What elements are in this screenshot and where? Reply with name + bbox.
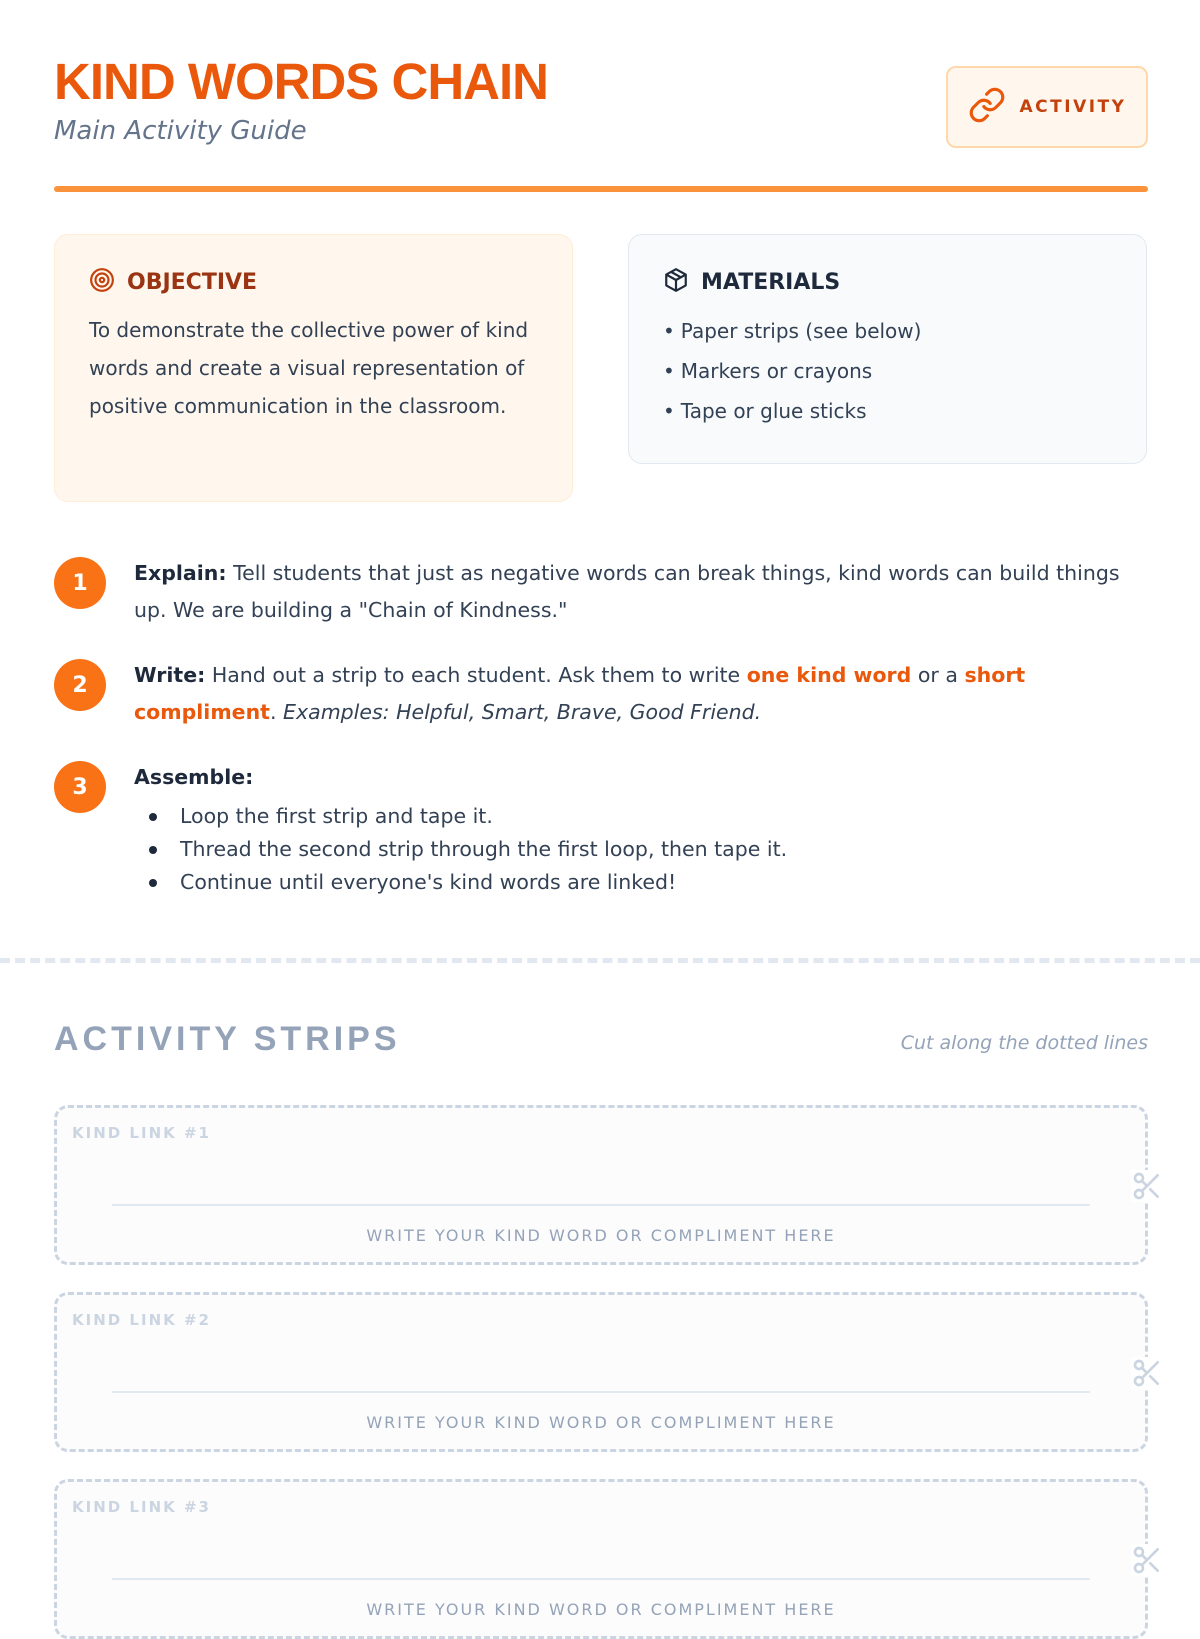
activity-strip[interactable] xyxy=(54,1105,1148,1265)
write-line xyxy=(112,1391,1090,1393)
list-item: • Paper strips (see below) xyxy=(663,311,1112,351)
steps-list xyxy=(54,555,1148,899)
link-icon xyxy=(968,86,1006,128)
assemble-list xyxy=(134,800,1148,899)
step-body: Tell students that just as negative words can break things, kind words can build things up. We are building a "Chain of Kindness." xyxy=(134,561,1120,622)
step-body: . xyxy=(269,700,277,724)
step-body: or a xyxy=(917,663,958,687)
materials-heading: MATERIALS xyxy=(701,269,841,295)
list-item: Thread the second strip through the first loop, then tape it. xyxy=(134,833,1148,866)
highlight-text: short compliment xyxy=(134,663,1026,724)
box-icon xyxy=(663,267,689,297)
scissors-icon xyxy=(1131,1544,1163,1576)
list-item: Loop the first strip and tape it. xyxy=(134,800,1148,833)
step-text xyxy=(134,759,1148,796)
step-number: 2 xyxy=(54,659,106,711)
highlight-text: one kind word xyxy=(746,663,912,687)
activity-badge xyxy=(946,66,1148,148)
materials-card xyxy=(628,234,1147,464)
strip-hint: WRITE YOUR KIND WORD OR COMPLIMENT HERE xyxy=(366,1226,836,1245)
step-text xyxy=(134,657,1148,731)
activity-strip[interactable] xyxy=(54,1292,1148,1452)
activity-strip[interactable] xyxy=(54,1479,1148,1639)
write-line xyxy=(112,1204,1090,1206)
list-item: • Tape or glue sticks xyxy=(663,391,1112,431)
strip-label: KIND LINK #2 xyxy=(72,1311,211,1329)
materials-list xyxy=(663,311,1112,431)
objective-card xyxy=(54,234,573,502)
step-examples: Examples: Helpful, Smart, Brave, Good Friend. xyxy=(283,700,762,724)
strip-label: KIND LINK #3 xyxy=(72,1498,211,1516)
page-header xyxy=(54,52,1148,192)
badge-label: ACTIVITY xyxy=(1019,97,1127,117)
strips-note: Cut along the dotted lines xyxy=(900,1032,1148,1054)
target-icon xyxy=(89,267,115,297)
step-text xyxy=(134,555,1148,629)
scissors-icon xyxy=(1131,1170,1163,1202)
step-item xyxy=(54,759,1148,899)
step-body: Hand out a strip to each student. Ask them to write xyxy=(211,663,741,687)
step-number: 1 xyxy=(54,557,106,609)
step-number: 3 xyxy=(54,761,106,813)
materials-header xyxy=(663,267,1112,297)
page-title: KIND WORDS CHAIN xyxy=(54,53,548,110)
strip-label: KIND LINK #1 xyxy=(72,1124,211,1142)
strips-title: ACTIVITY STRIPS xyxy=(54,1020,401,1058)
step-label: Write: xyxy=(134,663,206,687)
objective-heading: OBJECTIVE xyxy=(127,269,258,295)
strip-hint: WRITE YOUR KIND WORD OR COMPLIMENT HERE xyxy=(366,1600,836,1619)
scissors-icon xyxy=(1131,1357,1163,1389)
cut-divider xyxy=(0,958,1200,963)
strip-hint: WRITE YOUR KIND WORD OR COMPLIMENT HERE xyxy=(366,1413,836,1432)
step-item xyxy=(54,555,1148,657)
step-item xyxy=(54,657,1148,759)
list-item: Continue until everyone's kind words are linked! xyxy=(134,866,1148,899)
step-label: Assemble: xyxy=(134,765,254,789)
objective-text: To demonstrate the collective power of kind words and create a visual representation of positive communication in the classroom. xyxy=(89,318,529,418)
page-subtitle: Main Activity Guide xyxy=(54,116,307,146)
strips-header xyxy=(54,1020,1148,1070)
step-label: Explain: xyxy=(134,561,227,585)
objective-header xyxy=(89,267,538,297)
list-item: • Markers or crayons xyxy=(663,351,1112,391)
header-divider xyxy=(54,186,1148,192)
write-line xyxy=(112,1578,1090,1580)
